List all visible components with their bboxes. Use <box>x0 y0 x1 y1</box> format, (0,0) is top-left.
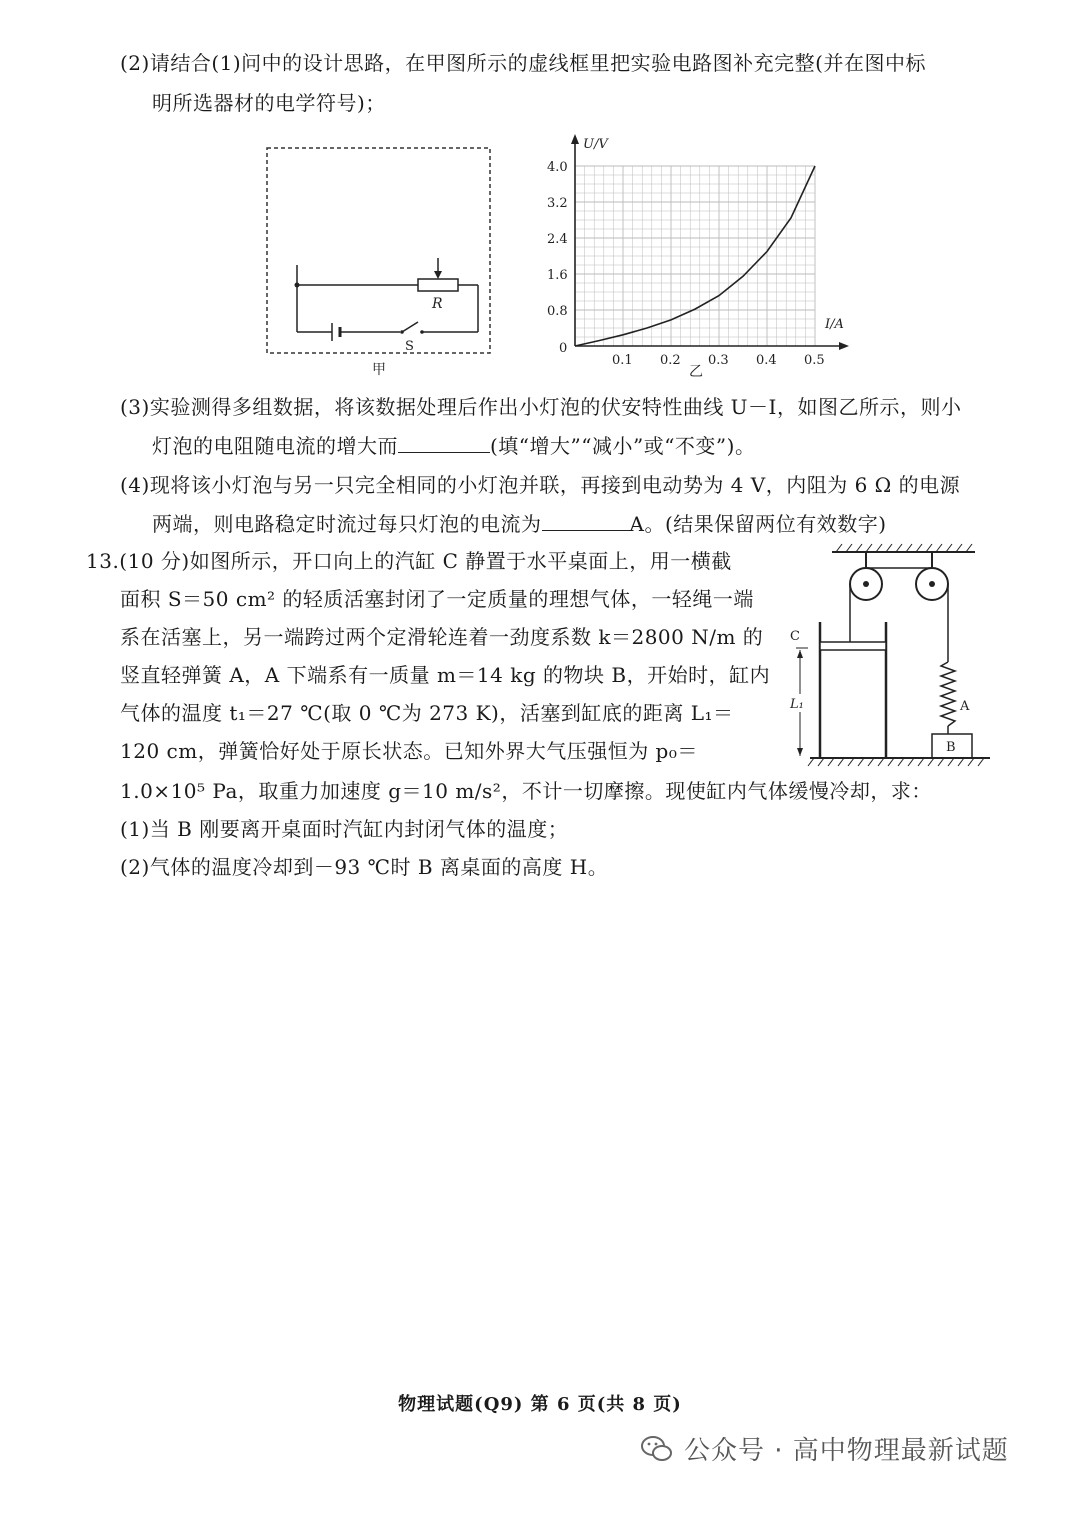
watermark-text: 公众号 · 高中物理最新试题 <box>684 1436 1009 1466</box>
y-tick-label: 3.2 <box>547 196 568 211</box>
q12-part4-line1: (4)现将该小灯泡与另一只完全相同的小灯泡并联，再接到电动势为 4 V，内阻为 6 Ω 的电源 <box>120 473 961 497</box>
q12-part4-text-a: 两端，则电路稳定时流过每只灯泡的电流为 <box>152 512 542 536</box>
cylinder-label: C <box>790 629 800 644</box>
q13-line1: 13.(10 分)如图所示，开口向上的汽缸 C 静置于水平桌面上，用一横截 <box>86 549 732 573</box>
chart-grid <box>575 166 815 346</box>
x-axis-label: I/A <box>825 317 844 332</box>
q13-line6: 120 cm，弹簧恰好处于原长状态。已知外界大气压强恒为 p₀＝ <box>120 739 698 763</box>
q13-line2: 面积 S＝50 cm² 的轻质活塞封闭了一定质量的理想气体，一轻绳一端 <box>120 587 754 611</box>
q13-line4: 竖直轻弹簧 A，A 下端系有一质量 m＝14 kg 的物块 B，开始时，缸内 <box>120 663 771 687</box>
figure-caption-jia: 甲 <box>372 362 386 378</box>
q13-line7: 1.0×10⁵ Pa，取重力加速度 g＝10 m/s²，不计一切摩擦。现使缸内气体缓慢冷却，求： <box>120 779 932 803</box>
q13-line3: 系在活塞上，另一端跨过两个定滑轮连着一劲度系数 k＝2800 N/m 的 <box>120 625 764 649</box>
answer-blank-current[interactable] <box>542 508 630 531</box>
y-axis-label: U/V <box>583 137 608 152</box>
watermark <box>640 1430 1009 1467</box>
block-label: B <box>946 740 956 755</box>
x-tick-label: 0.2 <box>660 353 681 368</box>
circuit-figure-jia <box>260 140 500 380</box>
answer-blank-resistance[interactable] <box>398 430 490 453</box>
x-axis-arrow <box>839 342 849 350</box>
x-tick-label: 0.4 <box>756 353 777 368</box>
spring-a <box>941 662 955 726</box>
y-tick-label: 2.4 <box>547 232 568 247</box>
resistor-label: R <box>432 296 443 312</box>
q12-part2-line1: (2)请结合(1)问中的设计思路，在甲图所示的虚线框里把实验电路图补充完整(并在图中标 <box>120 51 926 75</box>
q13-apparatus-figure <box>780 540 1000 770</box>
piston <box>820 642 886 650</box>
q12-part3-text-b: (填“增大”“减小”或“不变”)。 <box>490 434 756 458</box>
y-tick-label: 1.6 <box>547 268 568 283</box>
y-axis-arrow <box>571 134 579 144</box>
wechat-icon <box>640 1434 674 1464</box>
x-tick-label: 0.3 <box>708 353 729 368</box>
y-tick-label: 4.0 <box>547 160 568 175</box>
q12-part3-text-a: 灯泡的电阻随电流的增大而 <box>152 434 398 458</box>
x-tick-label: 0.5 <box>804 353 825 368</box>
q13-line5: 气体的温度 t₁＝27 ℃(取 0 ℃为 273 K)，活塞到缸底的距离 L₁＝ <box>120 701 734 725</box>
switch-label: S <box>405 339 414 354</box>
x-tick-label: 0.1 <box>612 353 633 368</box>
spring-label: A <box>960 699 970 714</box>
resistor-symbol <box>418 279 458 291</box>
q12-part4-text-b: A。(结果保留两位有效数字) <box>629 512 887 536</box>
dashed-box <box>267 148 490 353</box>
q12-part3-line2 <box>152 430 755 461</box>
y-tick-label: 0.8 <box>547 304 568 319</box>
q13-sub1: (1)当 B 刚要离开桌面时汽缸内封闭气体的温度； <box>120 817 569 841</box>
origin-label: 0 <box>559 341 568 356</box>
q12-part2-line2: 明所选器材的电学符号)； <box>152 91 386 115</box>
figure-caption-yi: 乙 <box>689 364 703 380</box>
q13-sub2: (2)气体的温度冷却到－93 ℃时 B 离桌面的高度 H。 <box>120 855 609 879</box>
q12-part3-line1: (3)实验测得多组数据，将该数据处理后作出小灯泡的伏安特性曲线 U－I，如图乙所示，则小 <box>120 395 962 419</box>
page-footer: 物理试题(Q9) 第 6 页(共 8 页) <box>398 1394 682 1415</box>
q12-part4-line2 <box>152 508 887 539</box>
switch-symbol <box>402 322 418 332</box>
ui-chart <box>530 120 860 382</box>
length-label: L₁ <box>790 697 804 712</box>
